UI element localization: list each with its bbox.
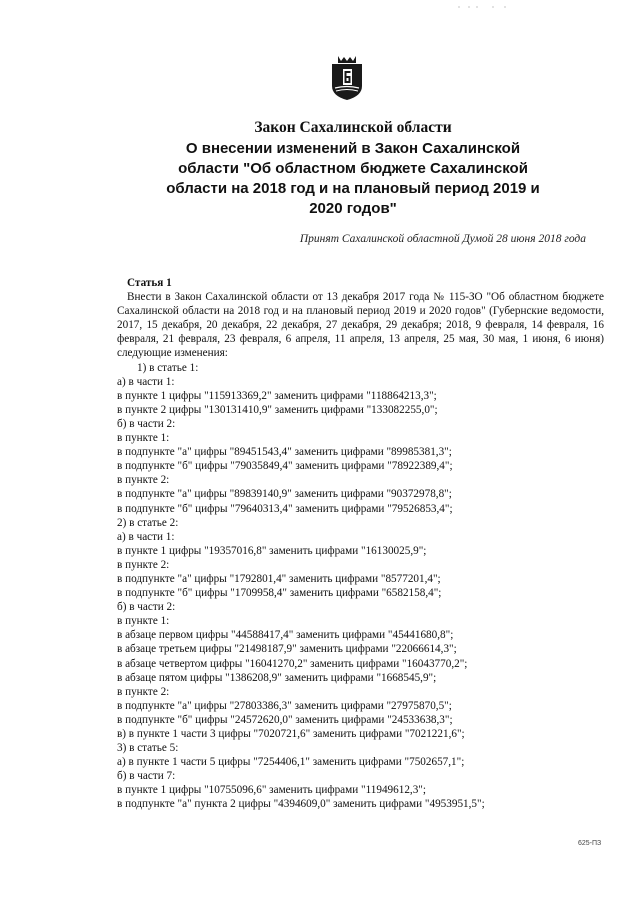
amendment-line: в подпункте "б" цифры "79640313,4" заменить цифрами "79526853,4";: [117, 502, 453, 515]
amendment-line: в пункте 1:: [117, 432, 170, 445]
amendment-line: б) в части 2:: [117, 601, 176, 614]
amendment-line: в пункте 1 цифры "10755096,6" заменить цифрами "11949612,3";: [117, 784, 426, 797]
headline-line-3: области на 2018 год и на плановый период 2019 и: [166, 180, 540, 197]
headline-line-1: О внесении изменений в Закон Сахалинской: [185, 140, 521, 157]
amendment-line: 3) в статье 5:: [117, 742, 179, 755]
amendment-line: в абзаце первом цифры "44588417,4" заменить цифрами "45441680,8";: [117, 629, 454, 642]
amendment-line: в пункте 2:: [117, 685, 170, 698]
amendment-line: в пункте 2:: [117, 474, 170, 487]
article-heading: Статья 1: [127, 277, 172, 289]
article-intro: Внести в Закон Сахалинской области от 13 декабря 2017 года № 115-ЗО "Об областном бюджете Сахалинской области на 2018 год и на плановый период 2019 и 2020 годов" (Губернские ведомости, 2017, 15 декабря, 20 декабря, 22 декабря, 27 декабря, 29 декабря; 2018, 9 февраля, 14 февраля, 16 февраля, 21 февраля, 23 февраля, 6 апреля, 11 апреля, 13 апреля, 25 мая, 30 мая, 1 июня, 6 июня) следующие изменения:: [117, 291, 604, 360]
amendment-line: в подпункте "б" цифры "79035849,4" заменить цифрами "78922389,4";: [117, 460, 453, 473]
adoption-note: Принят Сахалинской областной Думой 28 июня 2018 года: [299, 233, 586, 245]
amendment-line: в подпункте "а" цифры "1792801,4" заменить цифрами "8577201,4";: [117, 572, 441, 585]
amendment-line: в) в пункте 1 части 3 цифры "7020721,6" заменить цифрами "7021221,6";: [117, 728, 465, 740]
amendment-line: 1) в статье 1:: [137, 361, 199, 374]
amendment-line: в подпункте "б" цифры "24572620,0" заменить цифрами "24533638,3";: [117, 713, 453, 726]
amendment-line: в подпункте "а" цифры "27803386,3" заменить цифрами "27975870,5";: [117, 699, 452, 712]
amendment-line: в абзаце третьем цифры "21498187,9" заменить цифрами "22066614,3";: [117, 643, 457, 656]
amendment-line: в пункте 2:: [117, 558, 170, 571]
amendment-line: в пункте 1 цифры "19357016,8" заменить цифрами "16130025,9";: [117, 544, 427, 557]
coat-of-arms-icon: [329, 52, 365, 102]
title-block: [118, 118, 588, 219]
amendment-line: в пункте 1 цифры "115913369,2" заменить цифрами "118864213,3";: [117, 389, 437, 402]
amendment-line: в пункте 1:: [117, 615, 170, 628]
amendment-line: в подпункте "а" цифры "89451543,4" заменить цифрами "89985381,3";: [117, 446, 452, 459]
headline-line-4: 2020 годов": [309, 200, 397, 217]
amendment-line: а) в части 1:: [117, 375, 175, 388]
headline-line-2: области "Об областном бюджете Сахалинской: [178, 160, 528, 177]
amendment-line: в абзаце четвертом цифры "16041270,2" заменить цифрами "16043770,2";: [117, 657, 468, 670]
amendment-line: в абзаце пятом цифры "1386208,9" заменить цифрами "1668545,9";: [117, 671, 437, 684]
document-code: 625-ПЗ: [578, 840, 602, 847]
amendment-line: а) в части 1:: [117, 530, 175, 543]
amendment-line: в подпункте "а" цифры "89839140,9" заменить цифрами "90372978,8";: [117, 488, 452, 501]
amendment-line: 2) в статье 2:: [117, 516, 179, 529]
amendment-line: б) в части 7:: [117, 770, 176, 783]
amendment-line: в подпункте "а" пункта 2 цифры "4394609,0" заменить цифрами "4953951,5";: [117, 798, 485, 811]
amendment-line: в подпункте "б" цифры "1709958,4" заменить цифрами "6582158,4";: [117, 587, 442, 600]
law-title: Закон Сахалинской области: [254, 119, 452, 136]
amendment-line: в пункте 2 цифры "130131410,9" заменить цифрами "133082255,0";: [117, 403, 438, 416]
scan-specks: [455, 4, 515, 10]
amendment-line: а) в пункте 1 части 5 цифры "7254406,1" заменить цифрами "7502657,1";: [117, 756, 465, 769]
amendment-line: б) в части 2:: [117, 417, 176, 430]
article-body: [117, 276, 604, 812]
